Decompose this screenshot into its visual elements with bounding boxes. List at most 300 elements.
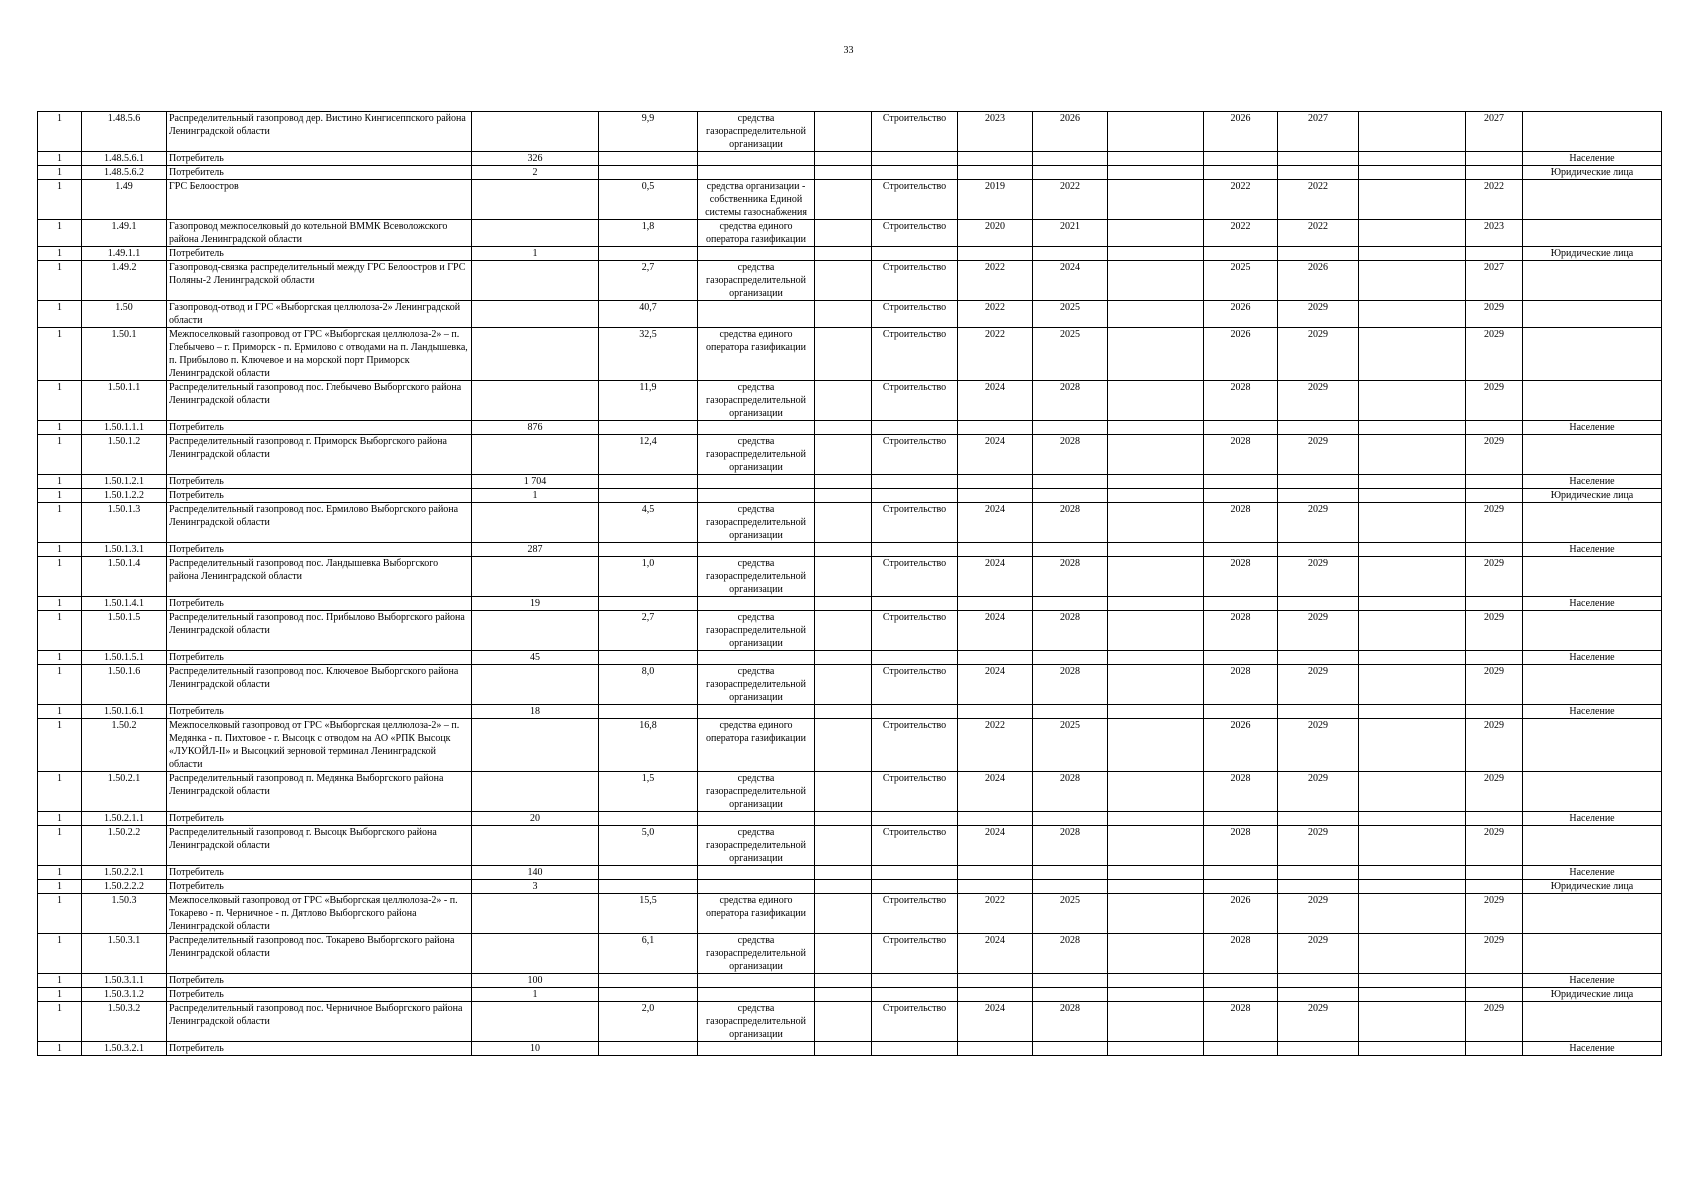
object-name-cell: Потребитель: [167, 543, 472, 557]
funding-source-cell: [698, 489, 815, 503]
start-year-cell: 2022: [958, 719, 1033, 772]
row-index-cell: 1: [38, 611, 82, 651]
year-cell: [1278, 651, 1359, 665]
year-cell: [1466, 166, 1523, 180]
empty-cell: [1108, 421, 1204, 435]
empty-cell: [1359, 261, 1466, 301]
year-cell: 2029: [1278, 557, 1359, 597]
row-index-cell: 1: [38, 1002, 82, 1042]
end-year-cell: 2026: [1033, 112, 1108, 152]
start-year-cell: 2024: [958, 1002, 1033, 1042]
empty-cell: [1108, 381, 1204, 421]
row-index-cell: 1: [38, 220, 82, 247]
empty-cell: [1108, 894, 1204, 934]
work-type-cell: Строительство: [872, 894, 958, 934]
table-row: [38, 597, 1662, 611]
end-year-cell: [1033, 475, 1108, 489]
funding-source-cell: [698, 651, 815, 665]
end-year-cell: [1033, 1042, 1108, 1056]
consumer-count-cell: 140: [472, 866, 599, 880]
year-cell: [1278, 489, 1359, 503]
year-cell: 2029: [1278, 503, 1359, 543]
year-cell: 2022: [1278, 220, 1359, 247]
empty-cell: [815, 880, 872, 894]
code-cell: 1.50: [82, 301, 167, 328]
consumer-count-cell: 326: [472, 152, 599, 166]
consumer-count-cell: [472, 381, 599, 421]
year-cell: 2025: [1204, 261, 1278, 301]
empty-cell: [815, 597, 872, 611]
year-cell: 2029: [1278, 381, 1359, 421]
work-type-cell: Строительство: [872, 934, 958, 974]
year-cell: 2029: [1278, 328, 1359, 381]
year-cell: [1204, 866, 1278, 880]
start-year-cell: [958, 988, 1033, 1002]
code-cell: 1.50.1.6: [82, 665, 167, 705]
row-index-cell: 1: [38, 1042, 82, 1056]
year-cell: 2029: [1466, 503, 1523, 543]
consumer-count-cell: [472, 1002, 599, 1042]
funding-source-cell: [698, 166, 815, 180]
empty-cell: [1359, 328, 1466, 381]
empty-cell: [815, 180, 872, 220]
year-cell: [1278, 247, 1359, 261]
end-year-cell: 2028: [1033, 557, 1108, 597]
consumer-count-cell: [472, 557, 599, 597]
year-cell: 2029: [1466, 611, 1523, 651]
empty-cell: [1359, 812, 1466, 826]
year-cell: [1466, 866, 1523, 880]
year-cell: 2026: [1204, 328, 1278, 381]
empty-cell: [1359, 421, 1466, 435]
empty-cell: [1108, 988, 1204, 1002]
start-year-cell: [958, 812, 1033, 826]
empty-cell: [815, 934, 872, 974]
consumer-count-cell: 1: [472, 489, 599, 503]
year-cell: [1278, 421, 1359, 435]
object-name-cell: Распределительный газопровод пос. Токарево Выборгского района Ленинградской области: [167, 934, 472, 974]
year-cell: 2026: [1204, 719, 1278, 772]
empty-cell: [815, 1002, 872, 1042]
object-name-cell: Распределительный газопровод пос. Ермилово Выборгского района Ленинградской области: [167, 503, 472, 543]
year-cell: [1204, 166, 1278, 180]
empty-cell: [1359, 543, 1466, 557]
work-type-cell: Строительство: [872, 665, 958, 705]
consumer-category-cell: [1523, 557, 1662, 597]
table-row: [38, 719, 1662, 772]
year-cell: [1278, 988, 1359, 1002]
year-cell: 2029: [1466, 719, 1523, 772]
year-cell: 2027: [1278, 112, 1359, 152]
empty-cell: [815, 152, 872, 166]
funding-source-cell: средства газораспределительной организации: [698, 112, 815, 152]
empty-cell: [1359, 557, 1466, 597]
empty-cell: [1359, 866, 1466, 880]
consumer-count-cell: 100: [472, 974, 599, 988]
length-cell: 1,0: [599, 557, 698, 597]
empty-cell: [1108, 611, 1204, 651]
code-cell: 1.50.2.2.1: [82, 866, 167, 880]
empty-cell: [1108, 934, 1204, 974]
year-cell: [1278, 866, 1359, 880]
year-cell: 2026: [1204, 894, 1278, 934]
object-name-cell: Распределительный газопровод п. Медянка Выборгского района Ленинградской области: [167, 772, 472, 812]
row-index-cell: 1: [38, 705, 82, 719]
funding-source-cell: [698, 475, 815, 489]
row-index-cell: 1: [38, 166, 82, 180]
row-index-cell: 1: [38, 651, 82, 665]
consumer-count-cell: 45: [472, 651, 599, 665]
length-cell: [599, 475, 698, 489]
empty-cell: [1108, 543, 1204, 557]
empty-cell: [815, 220, 872, 247]
year-cell: [1278, 543, 1359, 557]
funding-source-cell: [698, 988, 815, 1002]
year-cell: 2022: [1278, 180, 1359, 220]
row-index-cell: 1: [38, 503, 82, 543]
empty-cell: [1359, 934, 1466, 974]
code-cell: 1.50.1: [82, 328, 167, 381]
consumer-count-cell: [472, 261, 599, 301]
empty-cell: [815, 261, 872, 301]
end-year-cell: 2025: [1033, 719, 1108, 772]
start-year-cell: 2024: [958, 611, 1033, 651]
year-cell: 2029: [1466, 435, 1523, 475]
code-cell: 1.50.3.2: [82, 1002, 167, 1042]
length-cell: [599, 866, 698, 880]
consumer-category-cell: Юридические лица: [1523, 247, 1662, 261]
row-index-cell: 1: [38, 974, 82, 988]
row-index-cell: 1: [38, 180, 82, 220]
empty-cell: [815, 719, 872, 772]
year-cell: [1204, 705, 1278, 719]
length-cell: [599, 1042, 698, 1056]
length-cell: [599, 651, 698, 665]
length-cell: 15,5: [599, 894, 698, 934]
work-type-cell: [872, 597, 958, 611]
start-year-cell: [958, 974, 1033, 988]
year-cell: [1278, 166, 1359, 180]
start-year-cell: 2024: [958, 435, 1033, 475]
consumer-category-cell: [1523, 112, 1662, 152]
empty-cell: [1359, 1002, 1466, 1042]
empty-cell: [815, 543, 872, 557]
year-cell: 2029: [1278, 611, 1359, 651]
year-cell: 2028: [1204, 665, 1278, 705]
work-type-cell: [872, 1042, 958, 1056]
empty-cell: [1108, 489, 1204, 503]
year-cell: 2026: [1278, 261, 1359, 301]
end-year-cell: [1033, 152, 1108, 166]
code-cell: 1.50.1.3.1: [82, 543, 167, 557]
table-row: [38, 880, 1662, 894]
empty-cell: [815, 557, 872, 597]
row-index-cell: 1: [38, 597, 82, 611]
empty-cell: [815, 974, 872, 988]
empty-cell: [1108, 261, 1204, 301]
end-year-cell: 2028: [1033, 665, 1108, 705]
empty-cell: [1108, 974, 1204, 988]
year-cell: [1204, 489, 1278, 503]
row-index-cell: 1: [38, 475, 82, 489]
end-year-cell: 2028: [1033, 826, 1108, 866]
length-cell: [599, 705, 698, 719]
consumer-category-cell: [1523, 435, 1662, 475]
table-row: [38, 651, 1662, 665]
end-year-cell: [1033, 974, 1108, 988]
empty-cell: [1359, 475, 1466, 489]
table-row: [38, 665, 1662, 705]
empty-cell: [1359, 880, 1466, 894]
object-name-cell: Потребитель: [167, 705, 472, 719]
work-type-cell: [872, 812, 958, 826]
empty-cell: [815, 475, 872, 489]
start-year-cell: 2022: [958, 894, 1033, 934]
consumer-category-cell: [1523, 381, 1662, 421]
start-year-cell: 2020: [958, 220, 1033, 247]
row-index-cell: 1: [38, 421, 82, 435]
end-year-cell: 2025: [1033, 328, 1108, 381]
empty-cell: [1359, 705, 1466, 719]
funding-source-cell: [698, 152, 815, 166]
object-name-cell: Распределительный газопровод пос. Прибылово Выборгского района Ленинградской области: [167, 611, 472, 651]
empty-cell: [1108, 719, 1204, 772]
empty-cell: [1359, 1042, 1466, 1056]
year-cell: 2022: [1466, 180, 1523, 220]
empty-cell: [1108, 1042, 1204, 1056]
year-cell: [1204, 651, 1278, 665]
consumer-category-cell: [1523, 894, 1662, 934]
length-cell: 4,5: [599, 503, 698, 543]
code-cell: 1.50.3.1.1: [82, 974, 167, 988]
year-cell: 2028: [1204, 611, 1278, 651]
empty-cell: [1359, 988, 1466, 1002]
consumer-count-cell: [472, 220, 599, 247]
empty-cell: [1108, 152, 1204, 166]
year-cell: [1278, 880, 1359, 894]
empty-cell: [1359, 665, 1466, 705]
year-cell: 2028: [1204, 503, 1278, 543]
end-year-cell: [1033, 166, 1108, 180]
end-year-cell: 2024: [1033, 261, 1108, 301]
year-cell: [1278, 812, 1359, 826]
work-type-cell: Строительство: [872, 261, 958, 301]
code-cell: 1.50.1.5: [82, 611, 167, 651]
row-index-cell: 1: [38, 934, 82, 974]
end-year-cell: [1033, 247, 1108, 261]
year-cell: 2029: [1278, 435, 1359, 475]
end-year-cell: 2028: [1033, 772, 1108, 812]
funding-source-cell: [698, 247, 815, 261]
work-type-cell: Строительство: [872, 220, 958, 247]
table-row: [38, 261, 1662, 301]
work-type-cell: Строительство: [872, 826, 958, 866]
year-cell: [1466, 489, 1523, 503]
object-name-cell: Потребитель: [167, 475, 472, 489]
empty-cell: [815, 705, 872, 719]
funding-source-cell: средства единого оператора газификации: [698, 328, 815, 381]
code-cell: 1.49.2: [82, 261, 167, 301]
year-cell: [1204, 880, 1278, 894]
funding-source-cell: средства газораспределительной организации: [698, 503, 815, 543]
end-year-cell: [1033, 866, 1108, 880]
code-cell: 1.50.1.4.1: [82, 597, 167, 611]
work-type-cell: Строительство: [872, 180, 958, 220]
gas-pipeline-table: [37, 111, 1662, 1056]
length-cell: [599, 489, 698, 503]
empty-cell: [815, 665, 872, 705]
consumer-category-cell: Юридические лица: [1523, 166, 1662, 180]
work-type-cell: [872, 489, 958, 503]
funding-source-cell: средства газораспределительной организации: [698, 1002, 815, 1042]
start-year-cell: 2024: [958, 503, 1033, 543]
object-name-cell: Потребитель: [167, 812, 472, 826]
table-row: [38, 826, 1662, 866]
consumer-category-cell: Население: [1523, 705, 1662, 719]
year-cell: [1204, 988, 1278, 1002]
empty-cell: [1359, 381, 1466, 421]
object-name-cell: Потребитель: [167, 1042, 472, 1056]
year-cell: 2028: [1204, 1002, 1278, 1042]
code-cell: 1.50.2: [82, 719, 167, 772]
work-type-cell: Строительство: [872, 503, 958, 543]
empty-cell: [1108, 247, 1204, 261]
consumer-category-cell: [1523, 1002, 1662, 1042]
end-year-cell: 2025: [1033, 894, 1108, 934]
year-cell: 2028: [1204, 934, 1278, 974]
table-row: [38, 1042, 1662, 1056]
start-year-cell: [958, 880, 1033, 894]
empty-cell: [1359, 894, 1466, 934]
empty-cell: [815, 247, 872, 261]
table-row: [38, 772, 1662, 812]
empty-cell: [1359, 112, 1466, 152]
object-name-cell: Распределительный газопровод пос. Ландышевка Выборгского района Ленинградской области: [167, 557, 472, 597]
year-cell: 2028: [1204, 381, 1278, 421]
empty-cell: [1359, 503, 1466, 543]
year-cell: 2029: [1278, 719, 1359, 772]
funding-source-cell: [698, 974, 815, 988]
work-type-cell: Строительство: [872, 772, 958, 812]
empty-cell: [815, 988, 872, 1002]
row-index-cell: 1: [38, 489, 82, 503]
code-cell: 1.48.5.6: [82, 112, 167, 152]
object-name-cell: Газопровод-связка распределительный между ГРС Белоостров и ГРС Поляны-2 Ленинградской области: [167, 261, 472, 301]
work-type-cell: Строительство: [872, 381, 958, 421]
empty-cell: [1108, 328, 1204, 381]
start-year-cell: [958, 475, 1033, 489]
row-index-cell: 1: [38, 826, 82, 866]
start-year-cell: [958, 152, 1033, 166]
object-name-cell: Газопровод межпоселковый до котельной ВММК Всеволожского района Ленинградской области: [167, 220, 472, 247]
work-type-cell: Строительство: [872, 719, 958, 772]
row-index-cell: 1: [38, 435, 82, 475]
year-cell: [1466, 543, 1523, 557]
empty-cell: [815, 328, 872, 381]
empty-cell: [815, 503, 872, 543]
row-index-cell: 1: [38, 665, 82, 705]
table-row: [38, 611, 1662, 651]
year-cell: 2027: [1466, 261, 1523, 301]
object-name-cell: Потребитель: [167, 651, 472, 665]
empty-cell: [1359, 301, 1466, 328]
work-type-cell: [872, 866, 958, 880]
consumer-category-cell: Население: [1523, 421, 1662, 435]
row-index-cell: 1: [38, 772, 82, 812]
consumer-count-cell: [472, 826, 599, 866]
length-cell: 1,8: [599, 220, 698, 247]
table-row: [38, 557, 1662, 597]
work-type-cell: Строительство: [872, 557, 958, 597]
empty-cell: [1108, 475, 1204, 489]
consumer-category-cell: Население: [1523, 543, 1662, 557]
row-index-cell: 1: [38, 866, 82, 880]
year-cell: 2029: [1466, 557, 1523, 597]
object-name-cell: Распределительный газопровод пос. Черничное Выборгского района Ленинградской области: [167, 1002, 472, 1042]
funding-source-cell: средства газораспределительной организации: [698, 934, 815, 974]
year-cell: 2029: [1278, 665, 1359, 705]
table-row: [38, 435, 1662, 475]
length-cell: [599, 543, 698, 557]
consumer-category-cell: [1523, 301, 1662, 328]
empty-cell: [1108, 705, 1204, 719]
end-year-cell: 2028: [1033, 381, 1108, 421]
empty-cell: [1108, 597, 1204, 611]
empty-cell: [1108, 866, 1204, 880]
empty-cell: [1108, 812, 1204, 826]
object-name-cell: ГРС Белоостров: [167, 180, 472, 220]
table-row: [38, 974, 1662, 988]
funding-source-cell: средства единого оператора газификации: [698, 220, 815, 247]
start-year-cell: [958, 247, 1033, 261]
empty-cell: [1359, 719, 1466, 772]
table-row: [38, 1002, 1662, 1042]
object-name-cell: Потребитель: [167, 489, 472, 503]
end-year-cell: [1033, 880, 1108, 894]
consumer-category-cell: [1523, 665, 1662, 705]
code-cell: 1.49.1: [82, 220, 167, 247]
table-row: [38, 180, 1662, 220]
object-name-cell: Потребитель: [167, 974, 472, 988]
length-cell: 6,1: [599, 934, 698, 974]
end-year-cell: [1033, 988, 1108, 1002]
end-year-cell: [1033, 651, 1108, 665]
work-type-cell: [872, 705, 958, 719]
work-type-cell: [872, 152, 958, 166]
code-cell: 1.49: [82, 180, 167, 220]
year-cell: [1466, 1042, 1523, 1056]
year-cell: 2028: [1204, 435, 1278, 475]
year-cell: [1466, 651, 1523, 665]
work-type-cell: [872, 247, 958, 261]
table-row: [38, 503, 1662, 543]
year-cell: [1204, 543, 1278, 557]
code-cell: 1.50.1.4: [82, 557, 167, 597]
code-cell: 1.50.2.2: [82, 826, 167, 866]
code-cell: 1.50.2.1: [82, 772, 167, 812]
funding-source-cell: [698, 301, 815, 328]
empty-cell: [1108, 301, 1204, 328]
work-type-cell: Строительство: [872, 301, 958, 328]
start-year-cell: 2019: [958, 180, 1033, 220]
work-type-cell: [872, 421, 958, 435]
object-name-cell: Потребитель: [167, 880, 472, 894]
consumer-count-cell: 287: [472, 543, 599, 557]
consumer-count-cell: [472, 772, 599, 812]
empty-cell: [815, 894, 872, 934]
empty-cell: [1108, 1002, 1204, 1042]
empty-cell: [1359, 772, 1466, 812]
